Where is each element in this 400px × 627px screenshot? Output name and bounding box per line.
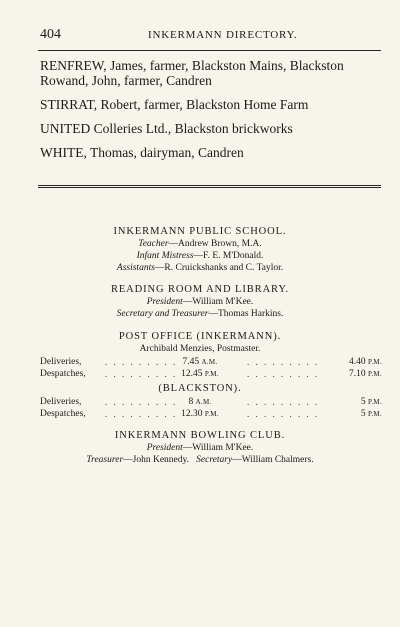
blackston-despatches-label: Despatches, xyxy=(40,409,86,419)
time-value: 4.40 xyxy=(348,357,366,367)
blackston-deliveries-label: Deliveries, xyxy=(40,397,82,407)
bowling-treasurer-name: —John Kennedy. xyxy=(123,455,190,465)
school-assistants xyxy=(0,263,400,273)
dot-leader: . . . . . . . . . xyxy=(247,397,320,407)
inkermann-despatches-label: Despatches, xyxy=(40,369,86,379)
time-value: 5 xyxy=(360,397,366,407)
inkermann-despatches-morning xyxy=(165,369,235,379)
assistants-role: Assistants xyxy=(116,263,155,273)
dot-leader: . . . . . . . . . xyxy=(105,409,178,419)
section-divider xyxy=(38,185,381,188)
time-unit: P.M. xyxy=(204,410,219,418)
bowling-president xyxy=(0,443,400,453)
time-unit: P.M. xyxy=(367,398,382,406)
blackston-deliveries-morning xyxy=(165,397,235,407)
infant-name: —F. E. M'Donald. xyxy=(193,251,264,261)
dot-leader: . . . . . . . . . xyxy=(247,357,320,367)
school-title: INKERMANN PUBLIC SCHOOL. xyxy=(113,226,287,237)
time-unit: A.M. xyxy=(201,358,218,366)
library-president-role: President xyxy=(146,297,183,307)
teacher-name: —Andrew Brown, M.A. xyxy=(168,239,262,249)
teacher-role: Teacher xyxy=(138,239,169,249)
blackston-despatches-morning xyxy=(165,409,235,419)
page-number: 404 xyxy=(40,27,61,42)
library-secretary xyxy=(0,309,400,319)
time-unit: A.M. xyxy=(195,398,212,406)
dot-leader: . . . . . . . . . xyxy=(247,409,320,419)
time-value: 12.45 xyxy=(181,369,203,379)
bowling-president-role: President xyxy=(146,443,183,453)
time-value: 8 xyxy=(188,397,194,407)
time-value: 12.30 xyxy=(181,409,203,419)
entry-rowand: Rowand, John, farmer, Candren xyxy=(40,73,212,88)
entry-white: WHITE, Thomas, dairyman, Candren xyxy=(40,145,244,160)
library-president-name: —William M'Kee. xyxy=(182,297,254,307)
inkermann-deliveries-label: Deliveries, xyxy=(40,357,82,367)
school-infant-mistress xyxy=(0,251,400,261)
entry-united: UNITED Colleries Ltd., Blackston brickworks xyxy=(40,121,293,136)
time-value: 7.10 xyxy=(348,369,366,379)
library-secretary-name: —Thomas Harkins. xyxy=(208,309,284,319)
inkermann-despatches-evening xyxy=(330,369,382,379)
bowling-president-name: —William M'Kee. xyxy=(182,443,254,453)
assistants-names: —R. Cruickshanks and C. Taylor. xyxy=(154,263,284,273)
infant-role: Infant Mistress xyxy=(136,251,194,261)
dot-leader: . . . . . . . . . xyxy=(105,357,178,367)
bowling-treasurer-role: Treasurer xyxy=(86,455,124,465)
bowling-title: INKERMANN BOWLING CLUB. xyxy=(114,430,286,441)
library-title: READING ROOM AND LIBRARY. xyxy=(110,284,290,295)
inkermann-deliveries-evening xyxy=(330,357,382,367)
dot-leader: . . . . . . . . . xyxy=(105,369,178,379)
postmaster: Archibald Menzies, Postmaster. xyxy=(139,344,261,354)
post-office-title: POST OFFICE (INKERMANN). xyxy=(118,331,282,342)
running-title: INKERMANN DIRECTORY. xyxy=(148,29,298,41)
bowling-secretary-role: Secretary xyxy=(196,455,233,465)
time-value: 5 xyxy=(360,409,366,419)
dot-leader: . . . . . . . . . xyxy=(105,397,178,407)
time-unit: P.M. xyxy=(204,370,219,378)
inkermann-deliveries-morning xyxy=(165,357,235,367)
bowling-secretary-name: —William Chalmers. xyxy=(232,455,314,465)
school-teacher xyxy=(0,239,400,249)
time-value: 7.45 xyxy=(182,357,200,367)
library-president xyxy=(0,297,400,307)
entry-renfrew-line1: RENFREW, James, farmer, Blackston Mains, Blackston xyxy=(40,58,344,73)
header-rule xyxy=(38,50,381,51)
bowling-officers xyxy=(0,455,400,465)
time-unit: P.M. xyxy=(367,410,382,418)
dot-leader: . . . . . . . . . xyxy=(247,369,320,379)
library-secretary-role: Secretary and Treasurer xyxy=(116,309,209,319)
time-unit: P.M. xyxy=(367,358,382,366)
entry-stirrat: STIRRAT, Robert, farmer, Blackston Home Farm xyxy=(40,97,309,112)
blackston-title: (BLACKSTON). xyxy=(158,383,242,394)
blackston-despatches-evening xyxy=(330,409,382,419)
time-unit: P.M. xyxy=(367,370,382,378)
blackston-deliveries-evening xyxy=(330,397,382,407)
